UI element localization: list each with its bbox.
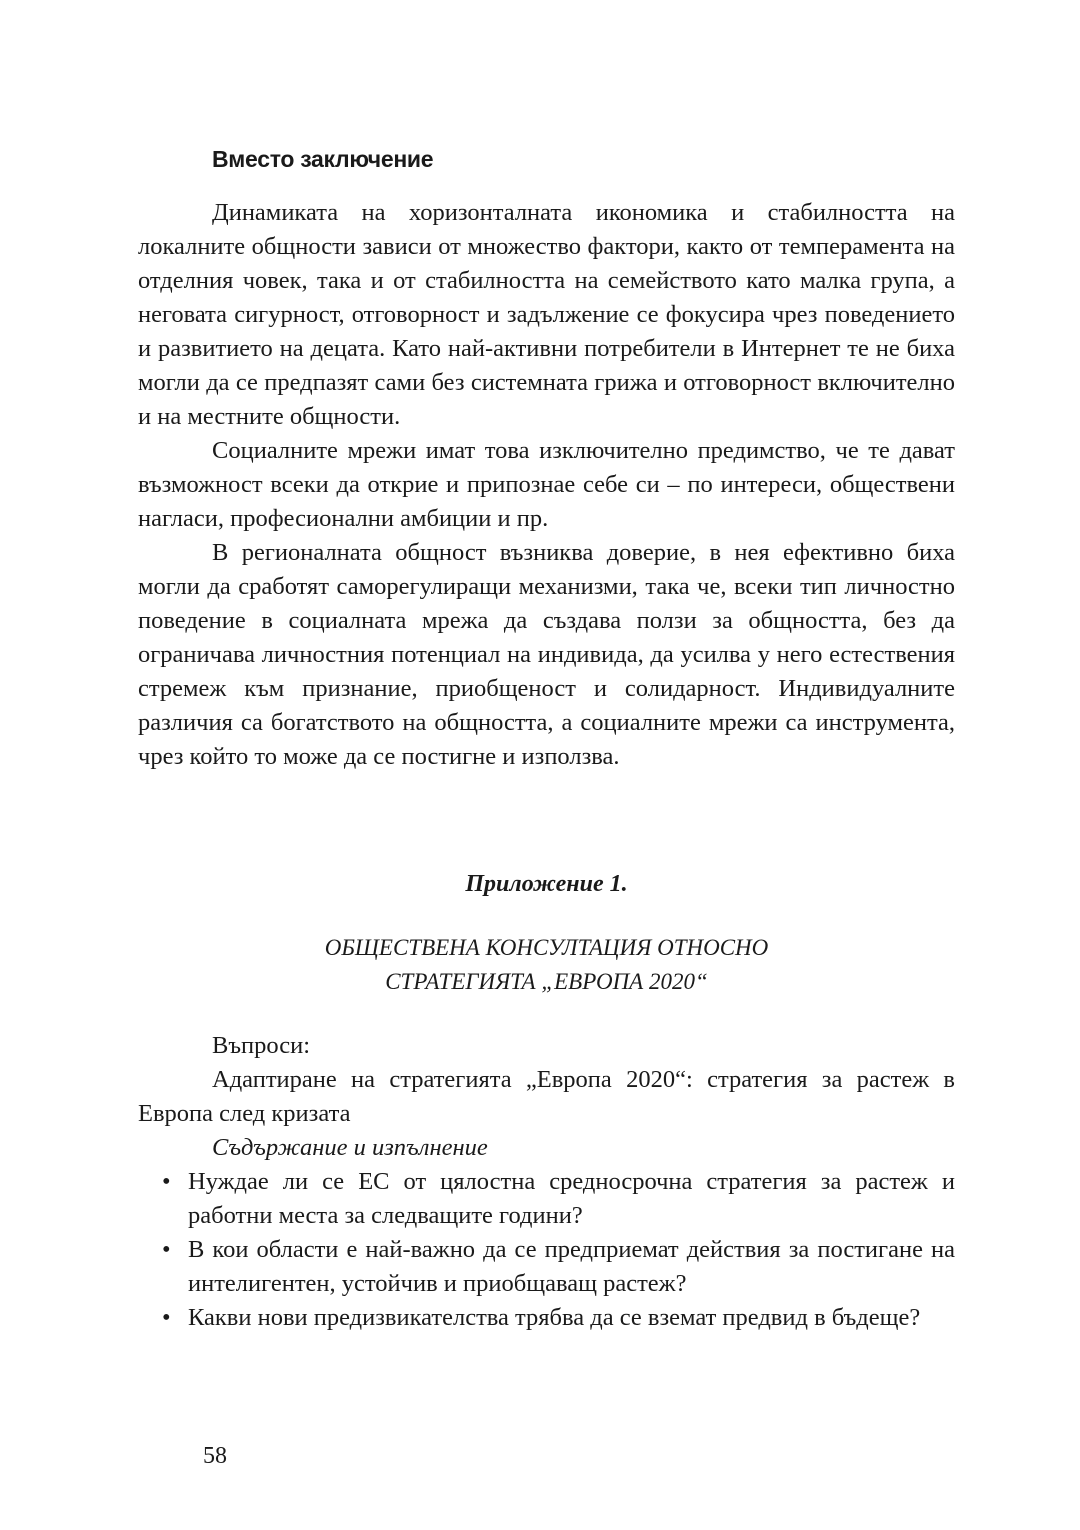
questions-section [138,1029,955,1335]
questions-subheading: Съдържание и изпълнение [212,1134,488,1161]
list-item-text: Какви нови предизвикателства трябва да се вземат предвид в бъдеще? [188,1304,921,1331]
book-page [138,0,955,1530]
questions-list [138,1165,955,1335]
list-item [138,1301,955,1335]
questions-label: Въпроси: [212,1032,311,1059]
section-heading: Вместо заключение [212,146,434,172]
bullet-icon: • [162,1168,171,1195]
list-item-text: В кои области е най-важно да се предприемат действия за постигане на интелигентен, устойчив и приобщаващ растеж? [188,1236,955,1297]
appendix-title: Приложение 1. [465,871,628,897]
consultation-title-line-1: ОБЩЕСТВЕНА КОНСУЛТАЦИЯ ОТНОСНО [324,935,769,960]
bullet-icon: • [162,1236,171,1263]
list-item [138,1165,955,1233]
questions-intro: Адаптиране на стратегията „Европа 2020“: стратегия за растеж в Европа след кризата [138,1066,955,1127]
list-item [138,1233,955,1301]
list-item-text: Нуждае ли се ЕС от цялостна средносрочна стратегия за растеж и работни места за следващите години? [188,1168,955,1229]
paragraph-1: Динамиката на хоризонталната икономика и стабилността на локалните общности зависи от множество фактори, както от темперамента на отделния човек, така и от стабилността на семейството като малка група, а неговата сигурност, отговорност и задължение се фокусира чрез поведението и развитието на децата. Като най-активни потребители в Интернет те не биха могли да се предпазят сами без системната грижа и отговорност включително и на местните общности. [138,199,955,430]
consultation-title-line-2: СТРАТЕГИЯТА „ЕВРОПА 2020“ [385,969,708,994]
consultation-title [138,931,955,999]
paragraph-2: Социалните мрежи имат това изключително предимство, че те дават възможност всеки да открие и припознае себе си – по интереси, обществени нагласи, професионални амбиции и пр. [138,437,955,532]
section-body [138,196,955,774]
paragraph-3: В регионалната общност възниква доверие, в нея ефективно биха могли да сработят саморегулиращи механизми, така че, всеки тип личностно поведение в социалната мрежа да създава ползи за общността, без да ограничава личностния потенциал на индивида, да усилва у него естествения стремеж към признание, приобщеност и солидарност. Индивидуалните различия са богатството на общността, а социалните мрежи са инструмента, чрез който то може да се постигне и използва. [138,539,955,770]
page-number: 58 [203,1443,227,1469]
bullet-icon: • [162,1304,171,1331]
